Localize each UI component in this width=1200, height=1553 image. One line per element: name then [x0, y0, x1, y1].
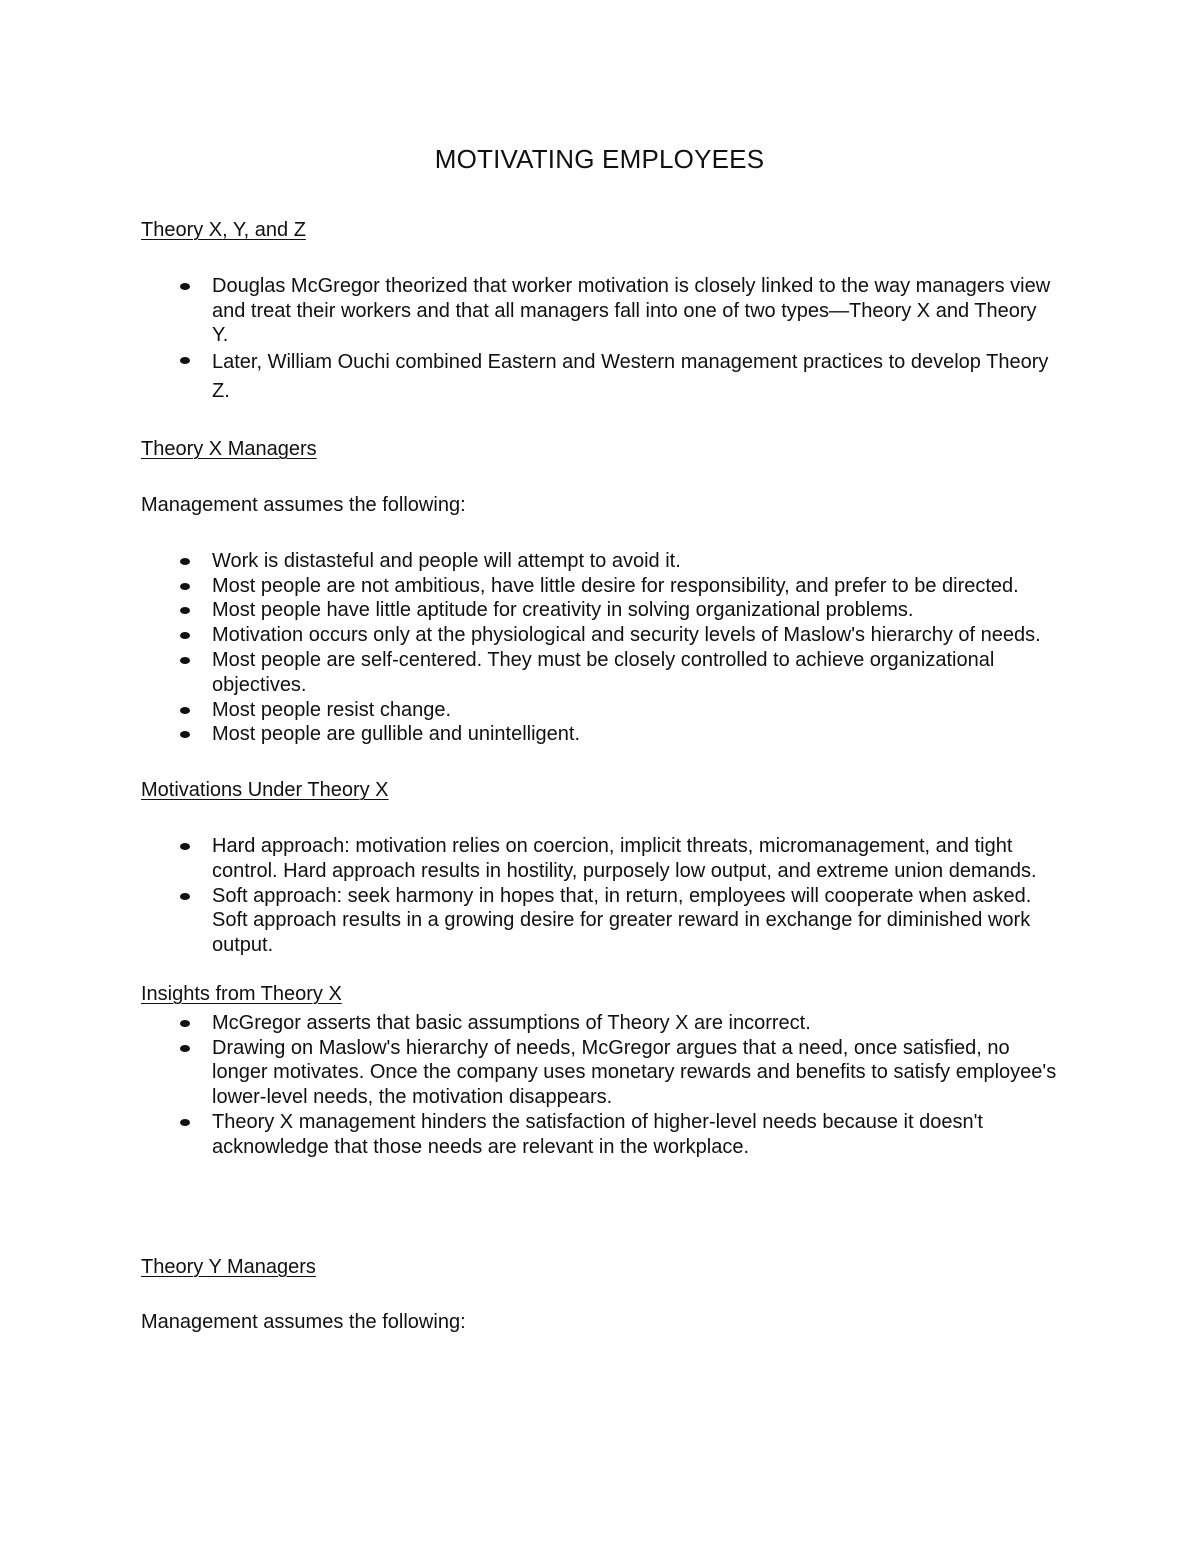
- list-item-text: Soft approach: seek harmony in hopes that, in return, employees will cooperate when asked. Soft approach results in a growing desire for greater reward in exchange for diminished work output.: [212, 884, 1032, 957]
- list-item-text: Theory X management hinders the satisfaction of higher-level needs because it doesn't acknowledge that those needs are relevant in the workplace.: [212, 1110, 983, 1158]
- list-item-text: Douglas McGregor theorized that worker motivation is closely linked to the way managers view and treat their workers and that all managers fall into one of two types—Theory X and Theory Y.: [212, 274, 1051, 347]
- bullet-icon: [180, 657, 190, 664]
- list-item-text: Most people have little aptitude for creativity in solving organizational problems.: [212, 599, 914, 622]
- x-managers-bullet-list: [141, 549, 1058, 747]
- y-managers-intro: Management assumes the following:: [141, 1311, 466, 1334]
- list-item: [212, 834, 1058, 884]
- bullet-icon: [180, 1045, 190, 1052]
- section-heading-x-motivations: Motivations Under Theory X: [141, 779, 389, 802]
- list-item-text: McGregor asserts that basic assumptions of Theory X are incorrect.: [212, 1011, 811, 1034]
- xyz-bullet-list: [141, 274, 1058, 406]
- list-item-text: Most people are not ambitious, have little desire for responsibility, and prefer to be directed.: [212, 574, 1019, 597]
- list-item-text: Most people are gullible and unintelligent.: [212, 723, 581, 746]
- bullet-icon: [180, 357, 190, 364]
- list-item: [212, 549, 1058, 574]
- list-item: [212, 623, 1058, 648]
- list-item: [212, 1036, 1058, 1110]
- list-item: [212, 274, 1058, 348]
- bullet-icon: [180, 843, 190, 850]
- bullet-icon: [180, 707, 190, 714]
- x-motivations-bullet-list: [141, 834, 1058, 958]
- x-insights-bullet-list: [141, 1011, 1058, 1160]
- list-item: [212, 698, 1058, 723]
- list-item-text: Motivation occurs only at the physiological and security levels of Maslow's hierarchy of needs.: [212, 624, 1041, 647]
- section-heading-xyz: Theory X, Y, and Z: [141, 219, 306, 241]
- bullet-icon: [180, 731, 190, 738]
- bullet-icon: [180, 893, 190, 900]
- list-item-text: Most people are self-centered. They must be closely controlled to achieve organizational objectives.: [212, 648, 995, 696]
- section-heading-x-managers: Theory X Managers: [141, 438, 317, 461]
- section-heading-x-insights: Insights from Theory X: [141, 982, 342, 1005]
- list-item: [212, 1110, 1058, 1160]
- x-managers-intro: Management assumes the following:: [141, 493, 466, 516]
- list-item: [212, 1011, 1058, 1036]
- list-item: [212, 884, 1058, 958]
- list-item: [212, 722, 1058, 747]
- bullet-icon: [180, 632, 190, 639]
- bullet-icon: [180, 583, 190, 590]
- bullet-icon: [180, 558, 190, 565]
- bullet-icon: [180, 607, 190, 614]
- list-item-text: Hard approach: motivation relies on coercion, implicit threats, micromanagement, and tight control. Hard approach results in hostility, purposely low output, and extreme union demands.: [212, 834, 1037, 882]
- document-title: MOTIVATING EMPLOYEES: [434, 144, 765, 174]
- list-item-text: Drawing on Maslow's hierarchy of needs, McGregor argues that a need, once satisfied, no longer motivates. Once the company uses monetary rewards and benefits to satisfy employee's lower-level needs, the motivation disappears.: [212, 1036, 1057, 1109]
- bullet-icon: [180, 1119, 190, 1126]
- list-item: [212, 574, 1058, 599]
- list-item: [212, 598, 1058, 623]
- list-item-text: Work is distasteful and people will attempt to avoid it.: [212, 549, 681, 572]
- bullet-icon: [180, 283, 190, 290]
- list-item-text: Most people resist change.: [212, 698, 452, 721]
- list-item-text: Later, William Ouchi combined Eastern and Western management practices to develop Theory Z.: [212, 351, 1049, 403]
- list-item: [212, 348, 1058, 406]
- section-heading-y-managers: Theory Y Managers: [141, 1255, 316, 1278]
- bullet-icon: [180, 1020, 190, 1027]
- list-item: [212, 648, 1058, 698]
